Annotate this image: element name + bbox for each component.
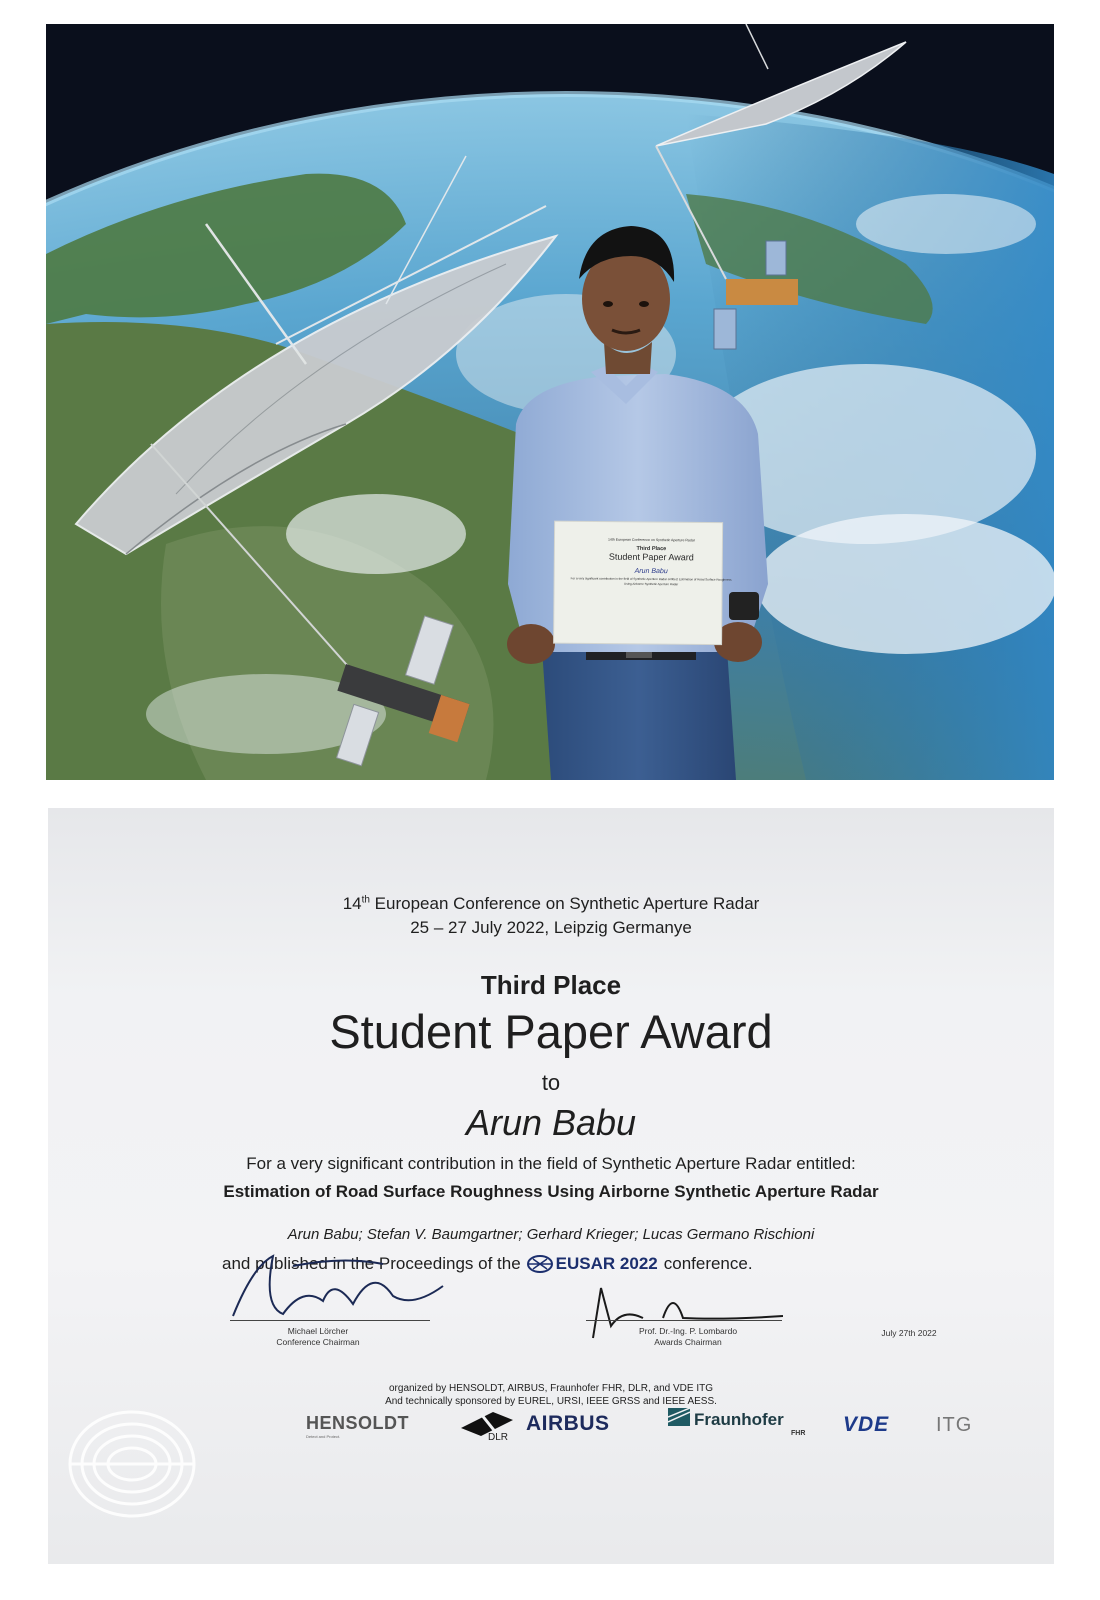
itg-logo: ITG: [936, 1414, 973, 1436]
held-certificate-text: [566, 531, 735, 654]
dlr-logo-text: DLR: [488, 1432, 509, 1443]
mini-place: Third Place: [636, 545, 667, 553]
award-title: Student Paper Award: [329, 1005, 773, 1058]
award-certificate: [48, 808, 1054, 1564]
signatory-1: Michael Lörcher Conference Chairman: [276, 1326, 360, 1347]
date-signed: July 27th 2022: [881, 1328, 937, 1338]
mini-award: Student Paper Award: [608, 551, 694, 563]
award-place: Third Place: [480, 970, 622, 1000]
mini-conference: 14th European Conference on Synthetic Aperture Radar: [607, 537, 695, 543]
signature-2-line: [586, 1320, 782, 1321]
mini-fine-print: For a very significant contribution in the field of Synthetic Aperture Radar entitled: Estimation of Road Surface Roughness Using Airborne Synthetic Aperture Radar: [570, 576, 732, 587]
fraunhofer-logo: Fraunhofer: [694, 1410, 784, 1429]
fhr-label: FHR: [791, 1430, 806, 1437]
signature-1-line: [230, 1320, 430, 1321]
contribution-text: For a very significant contribution in the field of Synthetic Aperture Radar entitled:: [246, 1154, 856, 1173]
eusar-icon: [527, 1254, 553, 1274]
earth-satellite-backdrop: [46, 24, 1054, 780]
signature-1: [223, 1246, 453, 1326]
published-line: and published in the Proceedings of the EUSAR 2022 conference.: [222, 1254, 753, 1273]
eusar-logo: EUSAR 2022: [527, 1254, 658, 1274]
recipient-name: Arun Babu: [465, 1102, 637, 1143]
conference-name: 14th European Conference on Synthetic Aperture Radar: [342, 894, 760, 913]
paper-title: Estimation of Road Surface Roughness Using Airborne Synthetic Aperture Radar: [223, 1182, 879, 1201]
award-photo: [46, 24, 1054, 780]
embossed-seal-icon: [62, 1394, 202, 1534]
vde-logo: VDE: [843, 1413, 890, 1436]
conference-dates: 25 – 27 July 2022, Leipzig Germanye: [410, 918, 692, 937]
airbus-logo: AIRBUS: [526, 1412, 610, 1435]
organizers: organized by HENSOLDT, AIRBUS, Fraunhofer FHR, DLR, and VDE ITG And technically sponsored by EUREL, URSI, IEEE GRSS and IEEE AESS.: [385, 1383, 717, 1407]
signatory-2: Prof. Dr.-Ing. P. Lombardo Awards Chairman: [638, 1326, 738, 1347]
hensoldt-logo: HENSOLDT Detect and Protect.: [306, 1413, 409, 1439]
paper-authors: Arun Babu; Stefan V. Baumgartner; Gerhard Krieger; Lucas Germano Rischioni: [287, 1226, 815, 1243]
award-to: to: [541, 1070, 561, 1095]
mini-recipient: Arun Babu: [634, 567, 668, 576]
fraunhofer-icon: [668, 1408, 690, 1426]
